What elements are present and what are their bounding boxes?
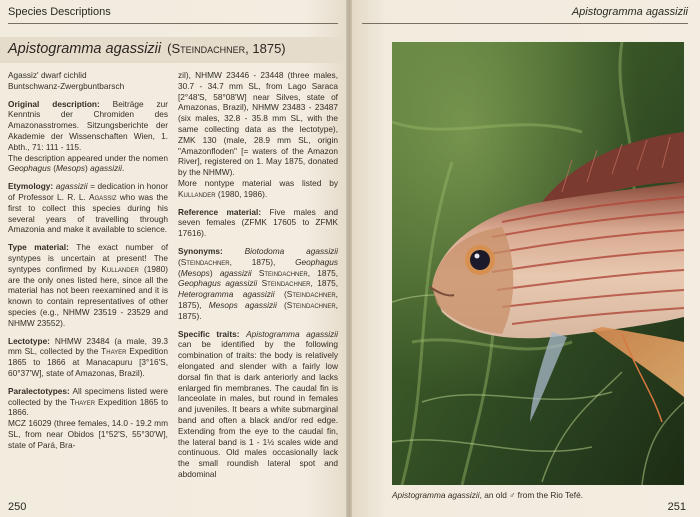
synonyms: Synonyms: Biotodoma agassizii (Steindachner, 1875), Geophagus (Mesops) agassizii Steindachner, 1875, Geophagus agassizii Steindachner, 1875, Heterogramma agassizii (Steindachner, 1875), Mesops agassizii (Steindachner, 1875). bbox=[178, 245, 339, 321]
common-names: Agassiz' dwarf cichlid Buntschwanz-Zwergbuntbarsch bbox=[8, 70, 125, 91]
species-author: (Steindachner, 1875) bbox=[167, 41, 286, 56]
type-material: Type material: The exact number of syntypes is uncertain at present! The syntypes confirmed by Kullander (1980) are the only ones listed here, since all the material has not been reexamined and it is known to contain representatives of other species (e.g., NHMW 23519 - 23529 and NHMW 23552). bbox=[8, 242, 169, 328]
fish-photo bbox=[392, 42, 684, 485]
original-description: Original description: Beiträge zur Kenntnis der Chromiden des Amazonasstromes. Sitzungsberichte der Akademie der Wissenschaften Wien, 1. Abth., 71: 111 - 115. The description appeared under the nomen Geophagus (Mesops) agassizii. bbox=[8, 98, 169, 174]
photo-caption: Apistogramma agassizii, an old ♂ from the Rio Tefé. bbox=[392, 490, 584, 500]
text-column-2 bbox=[178, 70, 338, 487]
paralectotypes: Paralectotypes: All specimens listed were collected by the Thayer Expedition 1865 to 1866. MCZ 16029 (three females, 14.0 - 19.2 mm SL, from near Obidos [1°52'S, 55°30'W], state of Pará, Bra- bbox=[8, 385, 168, 450]
lectotype: Lectotype: NHMW 23484 (a male, 39.3 mm SL, collected by the Thayer Expedition 1865 to 1866 at Manacapuru [3°16'S, 60°37'W], state of Amazonas, Brazil). bbox=[8, 335, 168, 378]
running-head-left: Species Descriptions bbox=[8, 6, 111, 18]
species-name: Apistogramma agassizii bbox=[8, 41, 162, 57]
running-head-right: Apistogramma agassizii bbox=[571, 6, 688, 18]
text-column-1 bbox=[8, 70, 168, 458]
etymology: Etymology: agassizii = dedication in honor of Professor L. R. L. Agassiz who was the first to collect this species during his several years of travelling through Amazonia and make it available to science. bbox=[8, 181, 168, 235]
species-title bbox=[8, 41, 286, 57]
page-number-right: 251 bbox=[667, 501, 686, 513]
specific-traits: Specific traits: Apistogramma agassizii can be identified by the following combination of traits: the body is relatively elongated and slender with a fairly low dorsal fin that is dark anteriorly and lacks enlarged fin membranes. The caudal fin is lanceolate in males, but round in females and juveniles. It bears a white submarginal band and often a black and/or red edge. Extending from the eye to the caudal fin, the lateral band is 1 - 1½ scales wide and continuous. Old males occasionally lack the small roundish lateral spot and abdominal bbox=[178, 328, 338, 479]
page-number-left: 250 bbox=[8, 501, 27, 513]
header-rule-left bbox=[8, 23, 338, 24]
header-rule-right bbox=[362, 23, 688, 24]
paralectotypes-continued: zil), NHMW 23446 - 23448 (three males, 30.7 - 34.7 mm SL, from Lago Saraca [2°48'S, 58°08'W] near Silves, state of Amazonas, Brazil), NHMW 23483 - 23487 (six males, 32.8 - 35.8 mm SL, with the same collecting data as the lectotype), ZMK 130 (male, 28.9 mm SL, origin "Amazonfloden" [= waters of the Amazon River], registered on 1. May 1875, donated by the NHMW). More nontype material was listed by Kullander (1980, 1986). bbox=[178, 70, 338, 199]
reference-material: Reference material: Five males and seven females (ZFMK 17605 to ZFMK 17616). bbox=[178, 206, 338, 239]
